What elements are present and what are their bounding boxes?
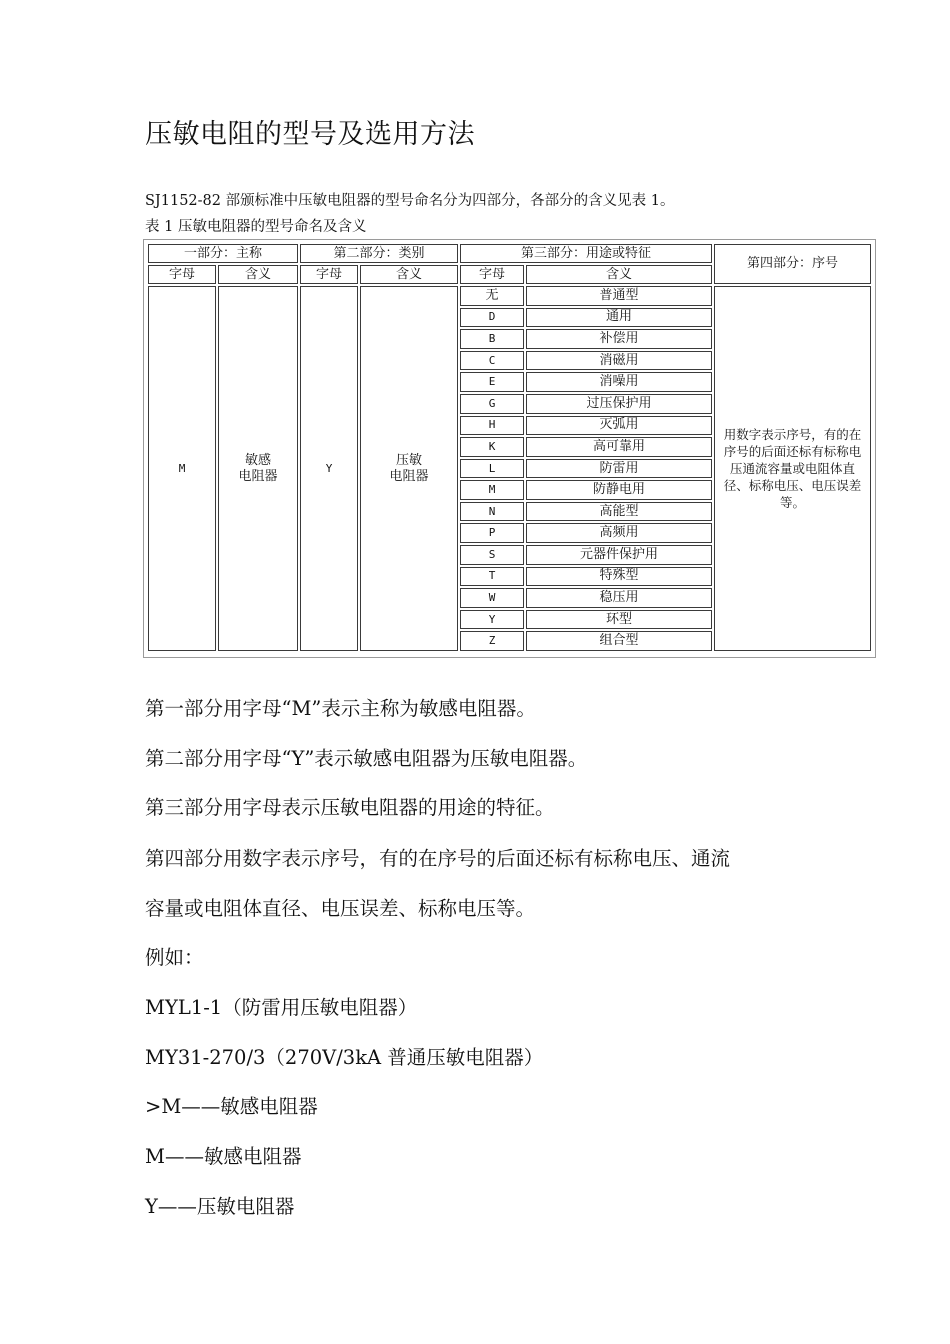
part4-description: 用数字表示序号，有的在序号的后面还标有标称电压通流容量或电阻体直径、标称电压、电压误差等。 [714,286,871,651]
part3-letter: S [460,545,524,565]
table-row [148,286,871,306]
body-paragraph: MYL1-1（防雷用压敏电阻器） [145,996,418,1019]
part3-letter: P [460,523,524,543]
part3-letter: K [460,437,524,457]
part1-meaning: 敏感 电阻器 [218,286,298,651]
part3-meaning: 灭弧用 [526,416,712,436]
naming-table [146,242,873,653]
body-paragraph: 第二部分用字母“Y”表示敏感电阻器为压敏电阻器。 [145,747,588,770]
part3-meaning: 高可靠用 [526,437,712,457]
part3-meaning: 元器件保护用 [526,545,712,565]
part3-letter: Z [460,631,524,651]
body-paragraph: 例如： [145,946,204,969]
part3-meaning: 防雷用 [526,459,712,479]
part1-letter: M [148,286,216,651]
page-title: 压敏电阻的型号及选用方法 [145,119,475,150]
header-part-4: 第四部分：序号 [714,244,871,284]
part2-meaning: 压敏 电阻器 [360,286,458,651]
body-paragraph: Y——压敏电阻器 [145,1195,295,1218]
subheader-cell: 含义 [218,265,298,284]
part3-meaning: 高频用 [526,523,712,543]
part3-meaning: 通用 [526,308,712,328]
part3-letter: G [460,394,524,414]
header-part-3: 第三部分：用途或特征 [460,244,712,263]
subheader-cell: 字母 [148,265,216,284]
body-paragraph: 容量或电阻体直径、电压误差、标称电压等。 [145,897,536,920]
body-paragraph: 第一部分用字母“M”表示主称为敏感电阻器。 [145,697,536,720]
part3-meaning: 稳压用 [526,588,712,608]
part3-letter: E [460,372,524,392]
subheader-cell: 含义 [526,265,712,284]
body-paragraph: 第四部分用数字表示序号，有的在序号的后面还标有标称电压、通流 [145,847,731,870]
naming-table-frame [143,239,876,658]
header-part-2: 第二部分：类别 [300,244,458,263]
body-paragraph: M——敏感电阻器 [145,1145,302,1168]
body-paragraph: >M——敏感电阻器 [145,1095,318,1118]
part3-letter: L [460,459,524,479]
header-part-1: 一部分：主称 [148,244,298,263]
part3-meaning: 普通型 [526,286,712,306]
part3-letter: B [460,329,524,349]
part3-letter: Y [460,610,524,630]
part3-letter: T [460,567,524,587]
part3-meaning: 高能型 [526,502,712,522]
part3-meaning: 消磁用 [526,351,712,371]
intro-text: SJ1152-82 部颁标准中压敏电阻器的型号命名分为四部分，各部分的含义见表 1。 [145,193,675,209]
part3-meaning: 过压保护用 [526,394,712,414]
part3-letter: D [460,308,524,328]
part3-letter: 无 [460,286,524,306]
part3-meaning: 特殊型 [526,567,712,587]
part3-letter: H [460,416,524,436]
part3-meaning: 消噪用 [526,372,712,392]
part3-letter: M [460,480,524,500]
body-paragraph: MY31-270/3（270V/3kA 普通压敏电阻器） [145,1046,544,1069]
body-paragraph: 第三部分用字母表示压敏电阻器的用途的特征。 [145,796,555,819]
table-caption: 表 1 压敏电阻器的型号命名及含义 [145,219,367,235]
subheader-cell: 字母 [460,265,524,284]
table-header-row [148,244,871,263]
part3-letter: N [460,502,524,522]
subheader-cell: 字母 [300,265,358,284]
part2-letter: Y [300,286,358,651]
subheader-cell: 含义 [360,265,458,284]
part3-meaning: 防静电用 [526,480,712,500]
part3-letter: W [460,588,524,608]
part3-meaning: 补偿用 [526,329,712,349]
part3-meaning: 环型 [526,610,712,630]
part3-meaning: 组合型 [526,631,712,651]
part3-letter: C [460,351,524,371]
